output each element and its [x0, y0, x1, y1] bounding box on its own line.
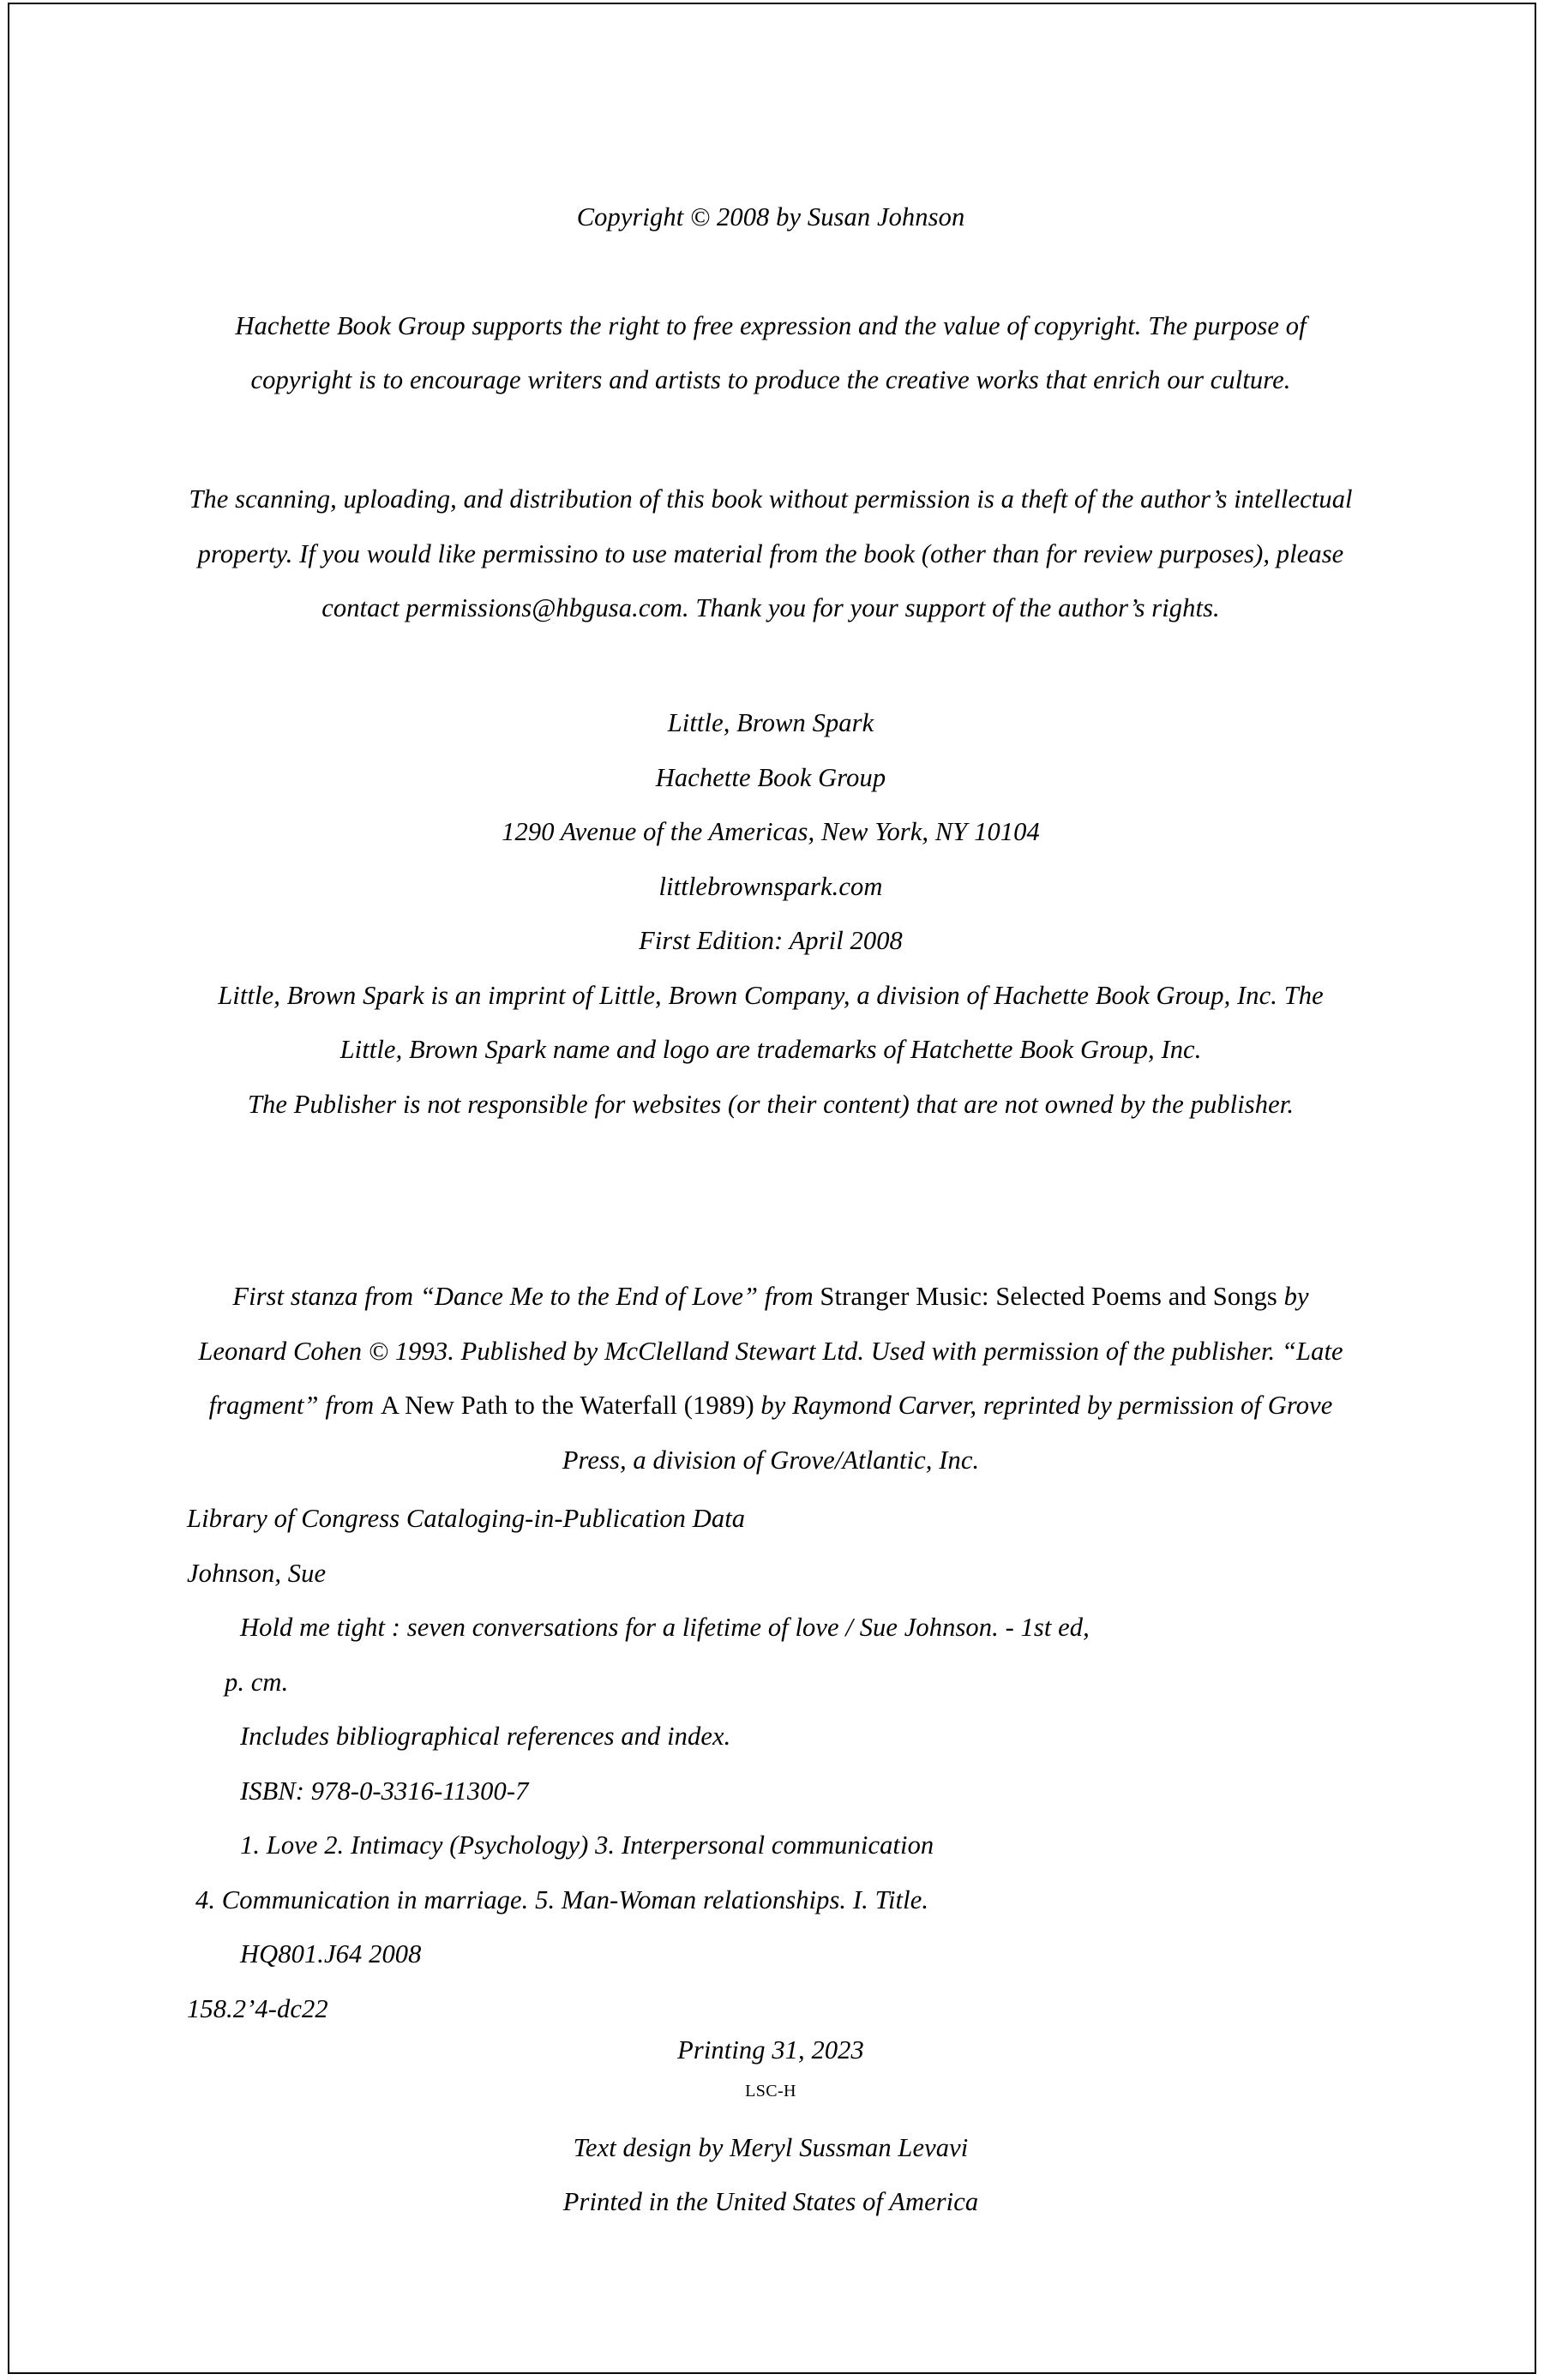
printing-statement: Printing 31, 2023 — [677, 2035, 864, 2064]
copyright-block — [187, 190, 1355, 408]
cip-block — [187, 1492, 1355, 2036]
copyright-statement: Hachette Book Group supports the right to free expression and the value of copyright. The purpose of copyright is to encourage writers and artists to produce the creative works that enrich our culture. — [235, 310, 1307, 394]
printing-footer-block — [187, 2023, 1355, 2230]
copyright-line: Copyright © 2008 by Susan Johnson — [576, 202, 965, 231]
carver-book-title: A New Path to the Waterfall (1989) — [380, 1391, 754, 1420]
cip-subjects-line-2: 4. Communication in marriage. 5. Man-Woman relationships. I. Title. — [195, 1884, 929, 1914]
cip-title-statement: Hold me tight : seven conversations for a lifetime of love / Sue Johnson. - 1st ed, — [240, 1613, 1090, 1642]
publisher-address: 1290 Avenue of the Americas, New York, NY 10104 — [502, 817, 1040, 846]
cip-notes: Includes bibliographical references and index. — [240, 1722, 731, 1751]
cip-pagination: p. cm. — [225, 1667, 289, 1697]
printed-in-statement: Printed in the United States of America — [562, 2187, 979, 2216]
imprint-block — [187, 696, 1355, 1132]
publisher-website[interactable]: littlebrownspark.com — [658, 871, 883, 901]
imprint-notice: Little, Brown Spark is an imprint of Little, Brown Company, a division of Hachette Book Group, Inc. The Little, Brown Spark name and logo are trademarks of Hatchette Book Group, Inc. — [218, 980, 1324, 1064]
cip-dewey-number: 158.2’4-dc22 — [187, 1993, 328, 2023]
publisher-imprint: Little, Brown Spark — [667, 708, 874, 737]
cip-call-number: HQ801.J64 2008 — [240, 1939, 422, 1968]
cip-author: Johnson, Sue — [187, 1558, 327, 1588]
plant-code: LSC-H — [745, 2081, 796, 2101]
website-disclaimer: The Publisher is not responsible for websites (or their content) that are not owned by the publisher. — [247, 1089, 1295, 1119]
edition-statement: First Edition: April 2008 — [639, 926, 903, 955]
cohen-book-title: Stranger Music: Selected Poems and Songs — [820, 1282, 1277, 1311]
permissions-credits-block — [187, 1270, 1355, 1488]
cohen-credit-intro: First stanza from “Dance Me to the End of Love” from — [232, 1282, 820, 1311]
cip-subjects-line-1: 1. Love 2. Intimacy (Psychology) 3. Interpersonal communication — [240, 1830, 934, 1860]
scanning-notice: The scanning, uploading, and distribution of this book without permission is a theft of the author’s intellectual property. If you would like permissino to use material from the book (other than for review purposes), please contact permissions@hbgusa.com. Thank you for your support of the author’s rights. — [189, 484, 1353, 622]
cip-isbn: ISBN: 978-0-3316-11300-7 — [240, 1776, 529, 1806]
carver-credit-rest: by Raymond Carver, reprinted by permission of Grove Press, a division of Grove/Atlantic, Inc. — [562, 1391, 1333, 1475]
text-design-credit: Text design by Meryl Sussman Levavi — [573, 2132, 969, 2162]
publisher-group: Hachette Book Group — [655, 762, 886, 792]
cip-heading: Library of Congress Cataloging-in-Publication Data — [187, 1504, 746, 1533]
scanning-notice-block — [187, 472, 1355, 636]
cohen-credit-rest: by Leonard Cohen © 1993. Published by McClelland Stewart Ltd. Used with permission of the publisher. “Late fragment” from — [198, 1282, 1343, 1420]
